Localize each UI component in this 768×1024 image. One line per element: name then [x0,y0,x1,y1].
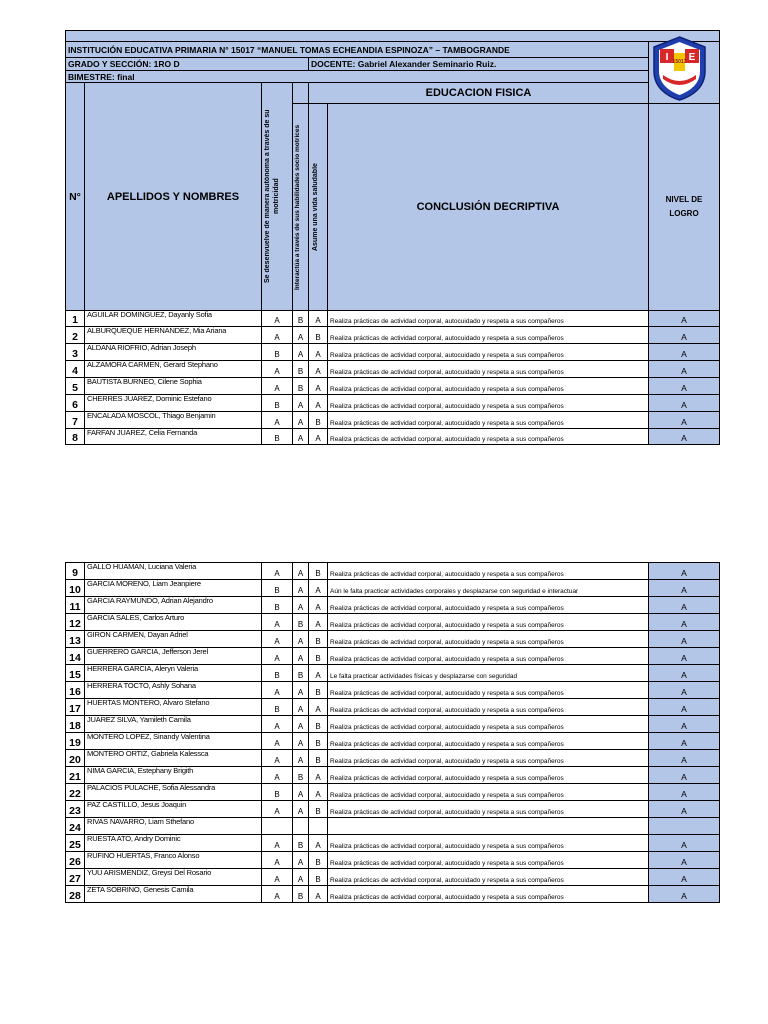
competency2-grade: A [293,784,309,801]
competency3-grade: A [309,886,328,903]
achievement-level: A [649,767,720,784]
student-name: ALZAMORA CARMEN, Gerard Stephano [85,361,262,378]
row-number: 5 [66,378,85,395]
table-row [66,597,720,614]
table-row [66,852,720,869]
competency2-label: Interactúa a través de sus habilidades socio motrices [293,124,301,290]
achievement-level: A [649,699,720,716]
competency2-grade: A [293,750,309,767]
conclusion-text: Realiza prácticas de actividad corporal, autocuidado y respeta a sus compañeros [328,852,649,869]
conclusion-text: Aún le falta practicar actividades corporales y desplazarse con seguridad e interactuar [328,580,649,597]
conclusion-text [328,818,649,835]
competency1-grade: A [262,412,293,429]
competency2-grade: A [293,597,309,614]
competency2-grade: A [293,631,309,648]
row-number: 24 [66,818,85,835]
table-row [66,614,720,631]
student-name: GUERRERO GARCIA, Jefferson Jerel [85,648,262,665]
student-name: CHERRES JUAREZ, Dominic Estefano [85,395,262,412]
competency2-grade: B [293,767,309,784]
competency2-grade: A [293,869,309,886]
row-number: 21 [66,767,85,784]
institution-title: INSTITUCIÓN EDUCATIVA PRIMARIA N° 15017 “MANUEL TOMAS ECHEANDIA ESPINOZA” – TAMBOGRANDE [66,42,649,58]
conclusion-text: Realiza prácticas de actividad corporal, autocuidado y respeta a sus compañeros [328,597,649,614]
competency1-grade: A [262,614,293,631]
competency3-grade: B [309,631,328,648]
achievement-level: A [649,597,720,614]
student-name: JUAREZ SILVA, Yamileth Camila [85,716,262,733]
achievement-level: A [649,563,720,580]
competency1-header [262,83,293,311]
student-name: FARFAN JUAREZ, Celia Fernanda [85,429,262,445]
conclusion-text: Realiza prácticas de actividad corporal, autocuidado y respeta a sus compañeros [328,344,649,361]
competency3-grade: A [309,395,328,412]
achievement-level: A [649,412,720,429]
student-name: BAUTISTA BURNEO, Cilene Sophia [85,378,262,395]
competency2-grade: B [293,378,309,395]
conclusion-text: Realiza prácticas de actividad corporal, autocuidado y respeta a sus compañeros [328,614,649,631]
competency2-grade [293,818,309,835]
table-row [66,344,720,361]
row-number: 18 [66,716,85,733]
student-name: MONTERO LOPEZ, Sinandy Valentina [85,733,262,750]
row-number: 26 [66,852,85,869]
subject-spacer [293,83,309,104]
student-name: RIVAS NAVARRO, Liam Sthefano [85,818,262,835]
competency2-grade: A [293,852,309,869]
competency1-grade: A [262,750,293,767]
competency1-grade: A [262,378,293,395]
competency1-grade: B [262,429,293,445]
conclusion-text: Realiza prácticas de actividad corporal, autocuidado y respeta a sus compañeros [328,801,649,818]
table-row [66,563,720,580]
competency3-grade: B [309,801,328,818]
competency1-grade: A [262,835,293,852]
table-row [66,311,720,327]
row-number: 15 [66,665,85,682]
competency1-grade: B [262,784,293,801]
competency2-grade: A [293,716,309,733]
competency1-grade: B [262,665,293,682]
competency3-grade: B [309,682,328,699]
competency3-grade: B [309,327,328,344]
competency1-grade: B [262,597,293,614]
table-row [66,716,720,733]
competency1-grade: B [262,699,293,716]
competency2-grade: A [293,429,309,445]
number-header: N° [66,83,85,311]
competency1-label: Se desenvuelve de manera autónoma a través de su motricidad [264,109,280,284]
conclusion-text: Realiza prácticas de actividad corporal, autocuidado y respeta a sus compañeros [328,378,649,395]
achievement-level: A [649,750,720,767]
competency2-grade: B [293,311,309,327]
achievement-level: A [649,631,720,648]
achievement-level: A [649,429,720,445]
competency3-label: Asume una vida saludable [312,163,319,251]
table-row [66,378,720,395]
competency1-grade: A [262,311,293,327]
competency1-grade: B [262,395,293,412]
row-number: 16 [66,682,85,699]
conclusion-text: Realiza prácticas de actividad corporal, autocuidado y respeta a sus compañeros [328,361,649,378]
competency2-grade: A [293,344,309,361]
student-name: RUESTA ATO, Andry Dominic [85,835,262,852]
achievement-level: A [649,311,720,327]
competency3-grade: B [309,563,328,580]
achievement-level: A [649,852,720,869]
conclusion-text: Realiza prácticas de actividad corporal, autocuidado y respeta a sus compañeros [328,869,649,886]
competency2-grade: B [293,665,309,682]
row-number: 19 [66,733,85,750]
competency1-grade: A [262,716,293,733]
student-name: PALACIOS PULACHE, Sofia Alessandra [85,784,262,801]
table-row [66,631,720,648]
competency3-header [309,104,328,311]
table-row [66,767,720,784]
student-name: ALDANA RIOFRIO, Adrian Joseph [85,344,262,361]
competency2-grade: A [293,563,309,580]
row-number: 1 [66,311,85,327]
achievement-level: A [649,648,720,665]
student-name: ENCALADA MOSCOL, Thiago Benjamin [85,412,262,429]
competency3-grade: A [309,580,328,597]
student-name: AGUILAR DOMINGUEZ, Dayanly Sofia [85,311,262,327]
logo-letter-e: E [688,52,696,63]
competency3-grade: A [309,378,328,395]
student-name: RUFINO HUERTAS, Franco Alonso [85,852,262,869]
competency3-grade: A [309,614,328,631]
names-header: APELLIDOS Y NOMBRES [85,83,262,311]
conclusion-text: Realiza prácticas de actividad corporal, autocuidado y respeta a sus compañeros [328,412,649,429]
table-row [66,750,720,767]
achievement-level [649,818,720,835]
table-row [66,648,720,665]
achievement-level: A [649,682,720,699]
competency2-grade: B [293,835,309,852]
conclusion-text: Realiza prácticas de actividad corporal, autocuidado y respeta a sus compañeros [328,429,649,445]
competency3-grade: B [309,716,328,733]
student-name: HERRERA TOCTO, Ashly Sohana [85,682,262,699]
competency3-grade: A [309,835,328,852]
achievement-level: A [649,344,720,361]
table-row [66,835,720,852]
table-row [66,733,720,750]
row-number: 6 [66,395,85,412]
competency2-grade: A [293,801,309,818]
student-name: ZETA SOBRINO, Genesis Camila [85,886,262,903]
conclusion-text: Realiza prácticas de actividad corporal, autocuidado y respeta a sus compañeros [328,733,649,750]
table-row [66,665,720,682]
competency1-grade: A [262,361,293,378]
competency1-grade: A [262,563,293,580]
achievement-level: A [649,801,720,818]
competency1-grade: A [262,631,293,648]
competency2-grade: A [293,327,309,344]
competency2-grade: A [293,412,309,429]
table-row [66,429,720,445]
competency3-grade: A [309,767,328,784]
competency3-grade: B [309,869,328,886]
level-header: NIVEL DE LOGRO [649,104,720,311]
competency1-grade: A [262,327,293,344]
conclusion-text: Realiza prácticas de actividad corporal, autocuidado y respeta a sus compañeros [328,784,649,801]
row-number: 12 [66,614,85,631]
logo-number: 15017 [672,59,687,65]
student-name: HUERTAS MONTERO, Alvaro Stefano [85,699,262,716]
table-row [66,412,720,429]
competency2-grade: B [293,361,309,378]
table-row [66,699,720,716]
student-name: GARCIA SALES, Carlos Arturo [85,614,262,631]
table-row [66,869,720,886]
conclusion-text: Realiza prácticas de actividad corporal, autocuidado y respeta a sus compañeros [328,716,649,733]
row-number: 8 [66,429,85,445]
table-row [66,327,720,344]
grades-table-part2 [65,562,720,903]
student-name: YUU ARISMENDIZ, Greysi Del Rosario [85,869,262,886]
grade-section: GRADO Y SECCIÓN: 1RO D [66,58,309,71]
grades-table-part1 [65,30,720,445]
competency2-header [293,104,309,311]
competency1-grade: A [262,682,293,699]
achievement-level: A [649,580,720,597]
achievement-level: A [649,716,720,733]
row-number: 3 [66,344,85,361]
row-number: 13 [66,631,85,648]
conclusion-text: Le falta practicar actividades físicas y desplazarse con seguridad [328,665,649,682]
row-number: 20 [66,750,85,767]
competency3-grade: A [309,784,328,801]
competency1-grade: A [262,767,293,784]
logo-letter-i: I [665,52,669,63]
conclusion-header: CONCLUSIÓN DECRIPTIVA [328,104,649,311]
competency3-grade: B [309,412,328,429]
subject-header: EDUCACION FISICA [309,83,649,104]
competency2-grade: A [293,648,309,665]
competency3-grade: A [309,699,328,716]
student-name: ALBURQUEQUE HERNANDEZ, Mia Ariana [85,327,262,344]
row-number: 23 [66,801,85,818]
achievement-level: A [649,395,720,412]
achievement-level: A [649,886,720,903]
conclusion-text: Realiza prácticas de actividad corporal, autocuidado y respeta a sus compañeros [328,395,649,412]
student-name: GARCIA MORENO, Liam Jeanpiere [85,580,262,597]
achievement-level: A [649,361,720,378]
competency2-grade: A [293,733,309,750]
competency2-grade: A [293,395,309,412]
competency1-grade: B [262,580,293,597]
competency2-grade: A [293,682,309,699]
competency3-grade: A [309,665,328,682]
table-row [66,395,720,412]
competency1-grade [262,818,293,835]
top-blue-band [66,31,720,42]
competency1-grade: A [262,733,293,750]
competency1-grade: A [262,648,293,665]
competency3-grade: B [309,648,328,665]
competency2-grade: A [293,580,309,597]
bimester-label: BIMESTRE: final [66,71,649,83]
student-name: MONTERO ORTIZ, Gabriela Kalessca [85,750,262,767]
achievement-level: A [649,665,720,682]
row-number: 4 [66,361,85,378]
conclusion-text: Realiza prácticas de actividad corporal, autocuidado y respeta a sus compañeros [328,311,649,327]
conclusion-text: Realiza prácticas de actividad corporal, autocuidado y respeta a sus compañeros [328,835,649,852]
teacher-name: DOCENTE: Gabriel Alexander Seminario Ruiz. [309,58,649,71]
competency1-grade: A [262,801,293,818]
row-number: 7 [66,412,85,429]
conclusion-text: Realiza prácticas de actividad corporal, autocuidado y respeta a sus compañeros [328,682,649,699]
table-row [66,580,720,597]
row-number: 2 [66,327,85,344]
achievement-level: A [649,784,720,801]
table-row [66,818,720,835]
achievement-level: A [649,378,720,395]
row-number: 9 [66,563,85,580]
competency3-grade: A [309,344,328,361]
row-number: 11 [66,597,85,614]
student-name: PAZ CASTILLO, Jesus Joaquin [85,801,262,818]
achievement-level: A [649,869,720,886]
conclusion-text: Realiza prácticas de actividad corporal, autocuidado y respeta a sus compañeros [328,631,649,648]
conclusion-text: Realiza prácticas de actividad corporal, autocuidado y respeta a sus compañeros [328,767,649,784]
table-row [66,361,720,378]
competency3-grade: A [309,361,328,378]
row-number: 22 [66,784,85,801]
competency1-grade: B [262,344,293,361]
competency2-grade: A [293,699,309,716]
student-name: GALLO HUAMAN, Luciana Valeria [85,563,262,580]
row-number: 25 [66,835,85,852]
competency3-grade: A [309,429,328,445]
row-number: 14 [66,648,85,665]
achievement-level: A [649,614,720,631]
conclusion-text: Realiza prácticas de actividad corporal, autocuidado y respeta a sus compañeros [328,699,649,716]
row-number: 27 [66,869,85,886]
achievement-level: A [649,327,720,344]
table-row [66,801,720,818]
competency3-grade: B [309,750,328,767]
achievement-level: A [649,835,720,852]
student-name: GARCIA RAYMUNDO, Adrian Alejandro [85,597,262,614]
row-number: 10 [66,580,85,597]
competency1-grade: A [262,886,293,903]
row-number: 28 [66,886,85,903]
conclusion-text: Realiza prácticas de actividad corporal, autocuidado y respeta a sus compañeros [328,648,649,665]
student-name: HERRERA GARCIA, Aleryn Valeria [85,665,262,682]
competency3-grade [309,818,328,835]
conclusion-text: Realiza prácticas de actividad corporal, autocuidado y respeta a sus compañeros [328,750,649,767]
competency1-grade: A [262,852,293,869]
table-row [66,784,720,801]
competency3-grade: B [309,852,328,869]
conclusion-text: Realiza prácticas de actividad corporal, autocuidado y respeta a sus compañeros [328,886,649,903]
competency3-grade: B [309,733,328,750]
conclusion-text: Realiza prácticas de actividad corporal, autocuidado y respeta a sus compañeros [328,327,649,344]
row-number: 17 [66,699,85,716]
competency3-grade: A [309,597,328,614]
school-logo [651,35,708,101]
competency2-grade: B [293,614,309,631]
competency1-grade: A [262,869,293,886]
competency2-grade: B [293,886,309,903]
conclusion-text: Realiza prácticas de actividad corporal, autocuidado y respeta a sus compañeros [328,563,649,580]
student-name: NIMA GARCIA, Estephany Brigith [85,767,262,784]
table-row [66,682,720,699]
table-row [66,886,720,903]
achievement-level: A [649,733,720,750]
student-name: GIRON CARMEN, Dayan Adriel [85,631,262,648]
competency3-grade: A [309,311,328,327]
